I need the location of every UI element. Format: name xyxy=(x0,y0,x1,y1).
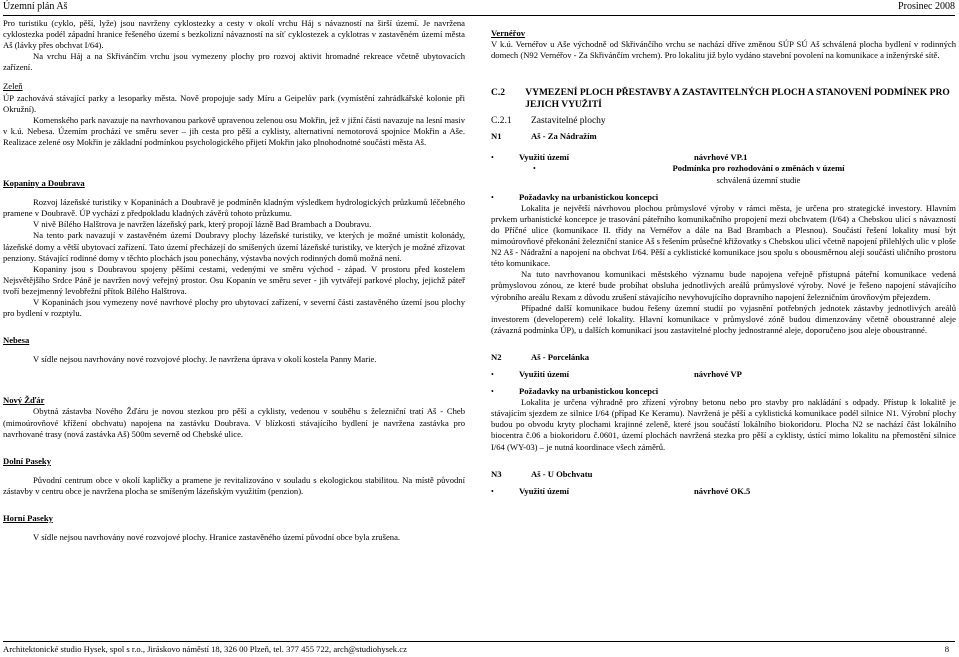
footer-company: Architektonické studio Hysek, spol s r.o., Jiráskovo náměstí 18, 326 00 Plzeň, tel. 377 455 722, arch@studiohysek.cz xyxy=(3,644,407,654)
plot-n1-condition-title: Podmínka pro rozhodování o změnách v území xyxy=(672,163,845,174)
document-date: Prosinec 2008 xyxy=(898,1,955,12)
section-title-horni-paseky: Horní Paseky xyxy=(3,513,53,523)
bullet-icon: • xyxy=(491,192,494,202)
bullet-icon: • xyxy=(533,164,536,174)
heading-c21-title: Zastavitelné plochy xyxy=(531,116,606,127)
paragraph-zelen-2: Komenského park navazuje na navrhovanou parkově upravenou zelenou osu Mokřin, jež v jižní části navazuje na lesní masiv v k.ú. Nebesa. Územím prochází ve směru sever – jih cesta pro pěší a cyklisty, alternativní nemotorová spojnice Mokřin a Aše. Realizace zelené osy Mokřin je základní podmínkou psychologického přijetí Mokřin jako plnohodnotné součásti města Aš. xyxy=(3,114,465,147)
plot-n1-use-value: návrhové VP.1 xyxy=(694,152,748,163)
plot-n1-paragraph-1: Lokalita je největší návrhovou plochou průmyslové výroby v rámci města, je určena pro strategické investory. Hlavním prvkem urbanistické koncepce je trasování páteřního komunikačního propojení mezi obchvatem (I/64) a Chebskou ulicí s návazností do Příčné ulice (komunikace II. třídy na Vernéřov a dále na Bad Brambach a Plesnou). Součástí řešení lokality musí být mimoúrovňové překonání železniční stanice Aš s řešením průsečné křižovatky s Chebskou ulicí včetně napojení přilehlých ulic v ploše N2 Aš - Nádražní a napojení na obchvat I/64. Pěší a cyklistické komunikace jsou spolu s obousměrnou alejí součástí uličního prostoru této komunikace. xyxy=(491,202,956,269)
paragraph-kopaniny-5: V Kopaninách jsou vymezeny nové navrhové plochy pro ubytovací zařízení, v severní části zastavěného území jsou plochy pro bydlení v rozptylu. xyxy=(3,296,465,319)
paragraph-novy-zdar: Obytná zástavba Nového Žďáru je novou stezkou pro pěší a cyklisty, vedenou v souběhu s železniční tratí Aš - Cheb (mimoúrovňové křížení obchvatu) napojena na zastávku Doubrava. V blízkosti stávajícího bydlení je navržena zastávka pro navrhované trasy (nová zastávka Aš) 500m severně od Chebské ulice. xyxy=(3,406,465,439)
plot-n2-heading xyxy=(491,352,956,363)
plot-n1-condition-value: schválená územní studie xyxy=(716,174,801,185)
paragraph-horni-paseky: V sídle nejsou navrhovány nové rozvojové plochy. Hranice zastavěného území původní obce byla zrušena. xyxy=(33,532,401,543)
paragraph-kopaniny-4: Kopaniny jsou s Doubravou spojeny pěšími cestami, vedenými ve směru východ - západ. V prostoru před kostelem Nejsvětějšího Srdce Páně je navržen nový veřejný prostor. Osu Kopanin ve směru sever - jih vytvářejí parkové plochy, jejichž páteř tvoří bezejmenný levobřežní přítok Bílého Halštrova. xyxy=(3,263,465,296)
section-title-zelen: Zeleň xyxy=(3,81,23,92)
bullet-icon: • xyxy=(491,369,494,379)
heading-c2 xyxy=(491,87,956,111)
paragraph-recreation: Na vrchu Háj a na Skřivánčím vrchu jsou vymezeny plochy pro rozvoj aktivit hromadné rekreace včetně ubytovacích zařízení. xyxy=(3,51,465,73)
bullet-icon: • xyxy=(491,153,494,163)
plot-n1-requirements-title: Požadavky na urbanistickou koncepci xyxy=(519,191,659,202)
paragraph-kopaniny-2: V nivě Bílého Halštrova je navržen lázeňský park, který propojí lázně Bad Brambach a Doubravu. xyxy=(33,219,372,230)
right-column xyxy=(491,18,956,497)
plot-n3-use xyxy=(491,486,956,497)
plot-n3-use-label: Využití území xyxy=(519,485,570,496)
plot-n2-use-value: návrhové VP xyxy=(694,368,742,379)
plot-n2-requirements-title: Požadavky na urbanistickou koncepci xyxy=(519,386,659,397)
paragraph-zelen-1: ÚP zachovává stávající parky a lesoparky města. Nově propojuje sady Míru a Geipelův park (vymístění zahrádkářské kolonie při Okružní). xyxy=(3,92,465,114)
section-title-vernerov: Vernéřov xyxy=(491,28,526,38)
page-number: 8 xyxy=(944,644,949,654)
plot-n3-code: N3 xyxy=(491,468,502,479)
page-header xyxy=(3,0,955,16)
plot-n3-use-value: návrhové OK.5 xyxy=(694,485,751,496)
bullet-icon: • xyxy=(491,387,494,397)
bullet-icon: • xyxy=(491,486,494,496)
paragraph-vernerov: V k.ú. Vernéřov u Aše východně od Skřivánčího vrchu se nachází dříve změnou SÚP SÚ Aš schválená plocha bydlení v rodinných domech (N92 Vernéřov - Za Skřivánčím vrchem). Pro lokalitu již bylo vydáno stavební povolení na komunikace a inženýrské sítě. xyxy=(491,39,956,61)
plot-n1-name: Aš - Za Nádražím xyxy=(531,131,597,142)
heading-c2-number: C.2 xyxy=(491,88,505,99)
plot-n1-condition xyxy=(491,163,956,185)
plot-n1-heading xyxy=(491,131,956,142)
plot-n2-paragraph: Lokalita je určena výhradně pro zřízení výrobny betonu nebo pro stavby pro nakládání s odpady. Přístup k lokalitě je stávajícím sjezdem ze silnice I/64 (případ Ke Keramu). Navržená je pěší a cyklistická komunikace podél silnice N1. Výrobní plochy budou po obvodu kryty plochami krajinné zeleně, které jsou součástí lokálního biokoridoru. Plocha N2 se nachází část lokálního biocentra č.06 a biokoridoru č.0601, území plochách navržená stezka pro pěší a cyklisty, ústící mimo lokalitu na přemostění silnice I/64 (WY-03) – je nutná koordinace všech záměrů. xyxy=(491,397,956,452)
plot-n2-requirements xyxy=(491,386,956,397)
plot-n1-use-label: Využití území xyxy=(519,152,570,163)
plot-n2-use-label: Využití území xyxy=(519,368,570,379)
paragraph-tourism: Pro turistiku (cyklo, pěší, lyže) jsou navrženy cyklostezky a cesty v okolí vrchu Háj s návazností na širší území. Je navržena cyklostezka podél západní hranice řešeného území s bezkolizní návazností na síť cyklostezek a cyklotras v zastavěném území města Aš (lávky přes obchvat I/64). xyxy=(3,18,465,51)
left-column xyxy=(3,18,465,543)
heading-c21-number: C.2.1 xyxy=(491,116,512,127)
plot-n2-use xyxy=(491,369,956,380)
plot-n1-requirements xyxy=(491,192,956,203)
document-title: Územní plán Aš xyxy=(3,1,68,12)
paragraph-kopaniny-3: Na tento park navazují v zastavěném území Doubravy plochy lázeňské turistiky, ve kterých je možné umístit kolonády, lázeňské domy a větší ubytovací zařízení. Tato území přecházejí do smíšených území lázeňské turistiky, ve kterých je možné zřizovat penziony. Stávající rodinné domy v těchto plochách jsou ponechány, výstavba nových rodinných domů možná není. xyxy=(3,230,465,263)
plot-n1-code: N1 xyxy=(491,131,502,142)
paragraph-nebesa: V sídle nejsou navrhovány nové rozvojové plochy. Je navržena úprava v okolí kostela Panny Marie. xyxy=(33,354,377,365)
plot-n3-name: Aš - U Obchvatu xyxy=(531,468,593,479)
heading-c21 xyxy=(491,115,956,127)
section-title-novy-zdar: Nový Žďár xyxy=(3,395,45,406)
page-footer xyxy=(3,641,955,655)
section-title-dolni-paseky: Dolní Paseky xyxy=(3,455,51,466)
section-title-nebesa: Nebesa xyxy=(3,335,30,346)
plot-n1-paragraph-2: Na tuto navrhovanou komunikaci městského významu bude napojena veřejně přístupná páteřní komunikace vedená průmyslovou zónou, ze které bude probíhat obsluha jednotlivých areálů průmyslové výroby. Nové je řešeno napojení stávajícího výrobního areálu Rexam z důvodu zrušení stávajícího nevyhovujícího dopravního napojení železničním úrovňovým přejezdem. xyxy=(491,269,956,302)
heading-c2-title: VYMEZENÍ PLOCH PŘESTAVBY A ZASTAVITELNÝCH PLOCH A STANOVENÍ PODMÍNEK PRO JEJICH VYUŽITÍ xyxy=(525,88,950,111)
paragraph-kopaniny-1: Rozvoj lázeňské turistiky v Kopaninách a Doubravě je podmíněn kladným výsledkem hydrologických průzkumů léčebného pramene v Doubravě. ÚP vychází z předpokladu kladných závěrů tohoto průzkumu. xyxy=(3,197,465,219)
plot-n1-use xyxy=(491,152,956,163)
plot-n2-name: Aš - Porcelánka xyxy=(531,351,590,362)
plot-n1-paragraph-3: Případné další komunikace budou řešeny územní studií po vyjasnění potřebných jednotek zástavby jednotlivých areálů investorem (developerem) celé lokality. Hlavní komunikace v průmyslové zóně budou dimenzovány včetně oboustranné aleje (závazná podmínka ÚP), u dalších komunikací jsou zastavitelné plochy jednostranné aleje, doporučeno jsou aleje oboustranné. xyxy=(491,302,956,335)
section-title-kopaniny: Kopaniny a Doubrava xyxy=(3,178,85,189)
paragraph-dolni-paseky: Původní centrum obce v okolí kapličky a pramene je revitalizováno v souladu s ekologickou stabilitou. Na místě původní zástavby v centru obce je navržena plocha se smíšeným lázeňským využitím (penzion). xyxy=(3,474,465,496)
plot-n3-heading xyxy=(491,469,956,480)
plot-n2-code: N2 xyxy=(491,351,502,362)
